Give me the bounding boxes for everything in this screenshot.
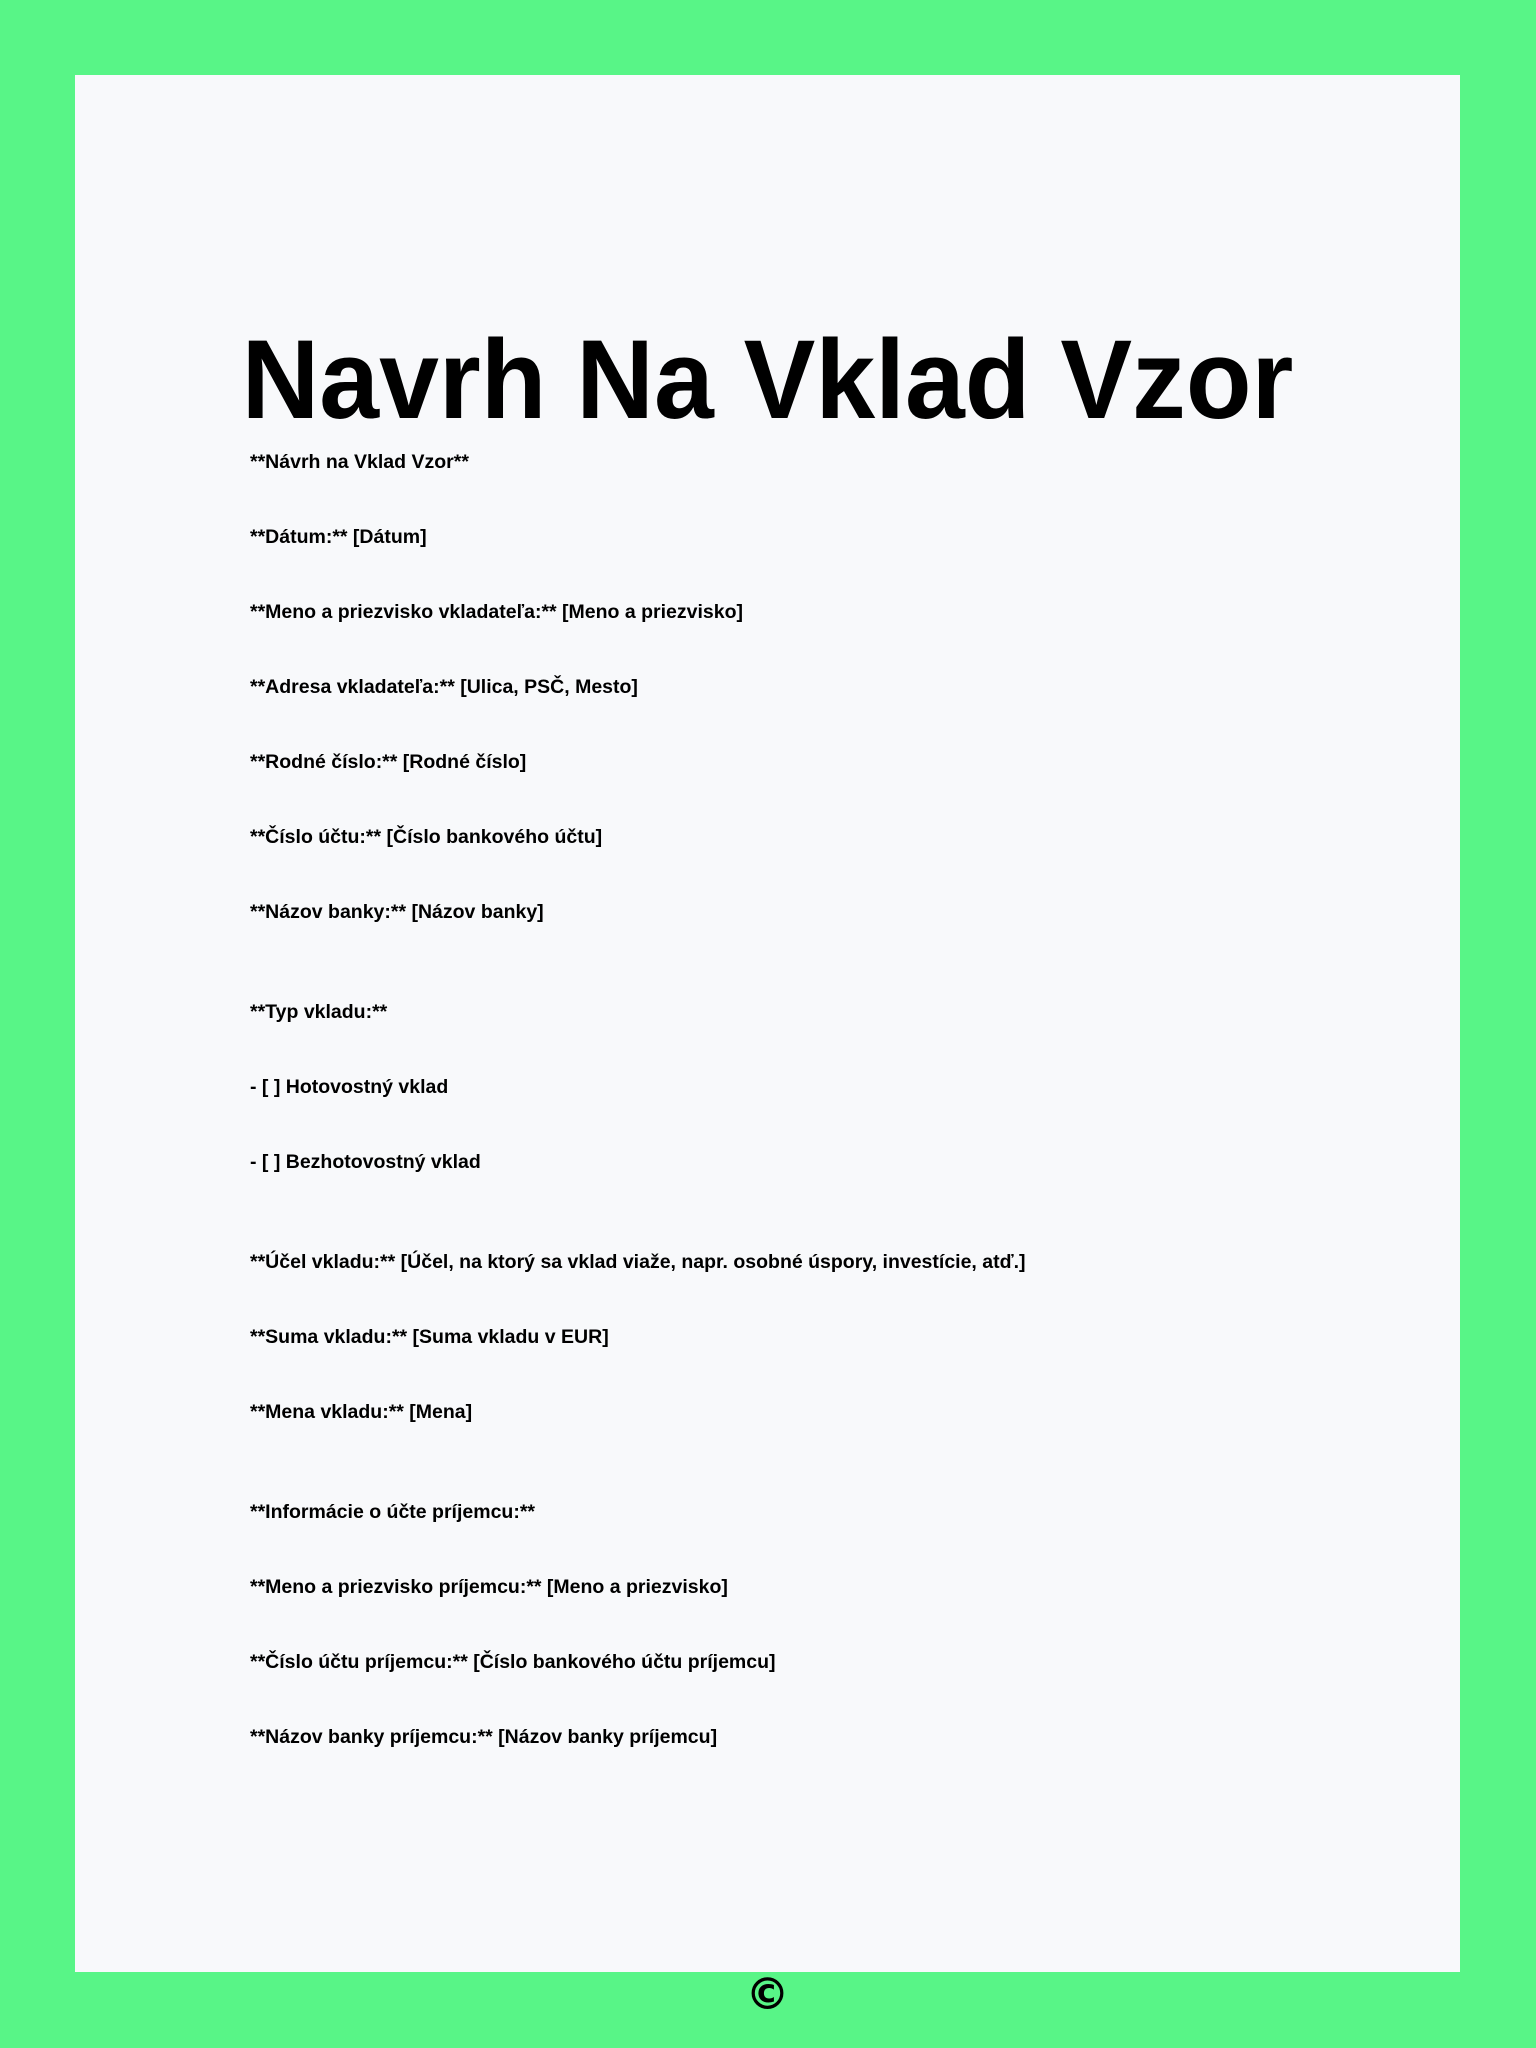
recipient-name-line: **Meno a priezvisko príjemcu:** [Meno a priezvisko] <box>250 1576 728 1598</box>
depositor-address-line: **Adresa vkladateľa:** [Ulica, PSČ, Mesto] <box>250 676 638 698</box>
deposit-amount-line: **Suma vkladu:** [Suma vkladu v EUR] <box>250 1326 609 1348</box>
depositor-name-line: **Meno a priezvisko vkladateľa:** [Meno a priezvisko] <box>250 601 744 623</box>
bank-name-line: **Názov banky:** [Názov banky] <box>250 901 544 923</box>
recipient-account-line: **Číslo účtu príjemcu:** [Číslo bankového účtu príjemcu] <box>250 1651 776 1673</box>
deposit-currency-line: **Mena vkladu:** [Mena] <box>250 1401 473 1423</box>
recipient-info-heading: **Informácie o účte príjemcu:** <box>250 1501 535 1523</box>
deposit-purpose-line: **Účel vkladu:** [Účel, na ktorý sa vklad viaže, napr. osobné úspory, investície, atď.] <box>250 1251 1026 1273</box>
cashless-deposit-option: - [ ] Bezhotovostný vklad <box>250 1151 481 1173</box>
document-heading-line: **Návrh na Vklad Vzor** <box>250 451 469 473</box>
copyright-icon: © <box>745 1969 790 2020</box>
cash-deposit-option: - [ ] Hotovostný vklad <box>250 1076 449 1098</box>
date-line: **Dátum:** [Dátum] <box>250 526 427 548</box>
account-number-line: **Číslo účtu:** [Číslo bankového účtu] <box>250 826 603 848</box>
recipient-bank-line: **Názov banky príjemcu:** [Názov banky príjemcu] <box>250 1726 718 1748</box>
deposit-type-heading: **Typ vkladu:** <box>250 1001 388 1023</box>
birth-number-line: **Rodné číslo:** [Rodné číslo] <box>250 751 527 773</box>
document-page <box>75 75 1460 2020</box>
document-title: Navrh Na Vklad Vzor <box>241 317 1294 442</box>
